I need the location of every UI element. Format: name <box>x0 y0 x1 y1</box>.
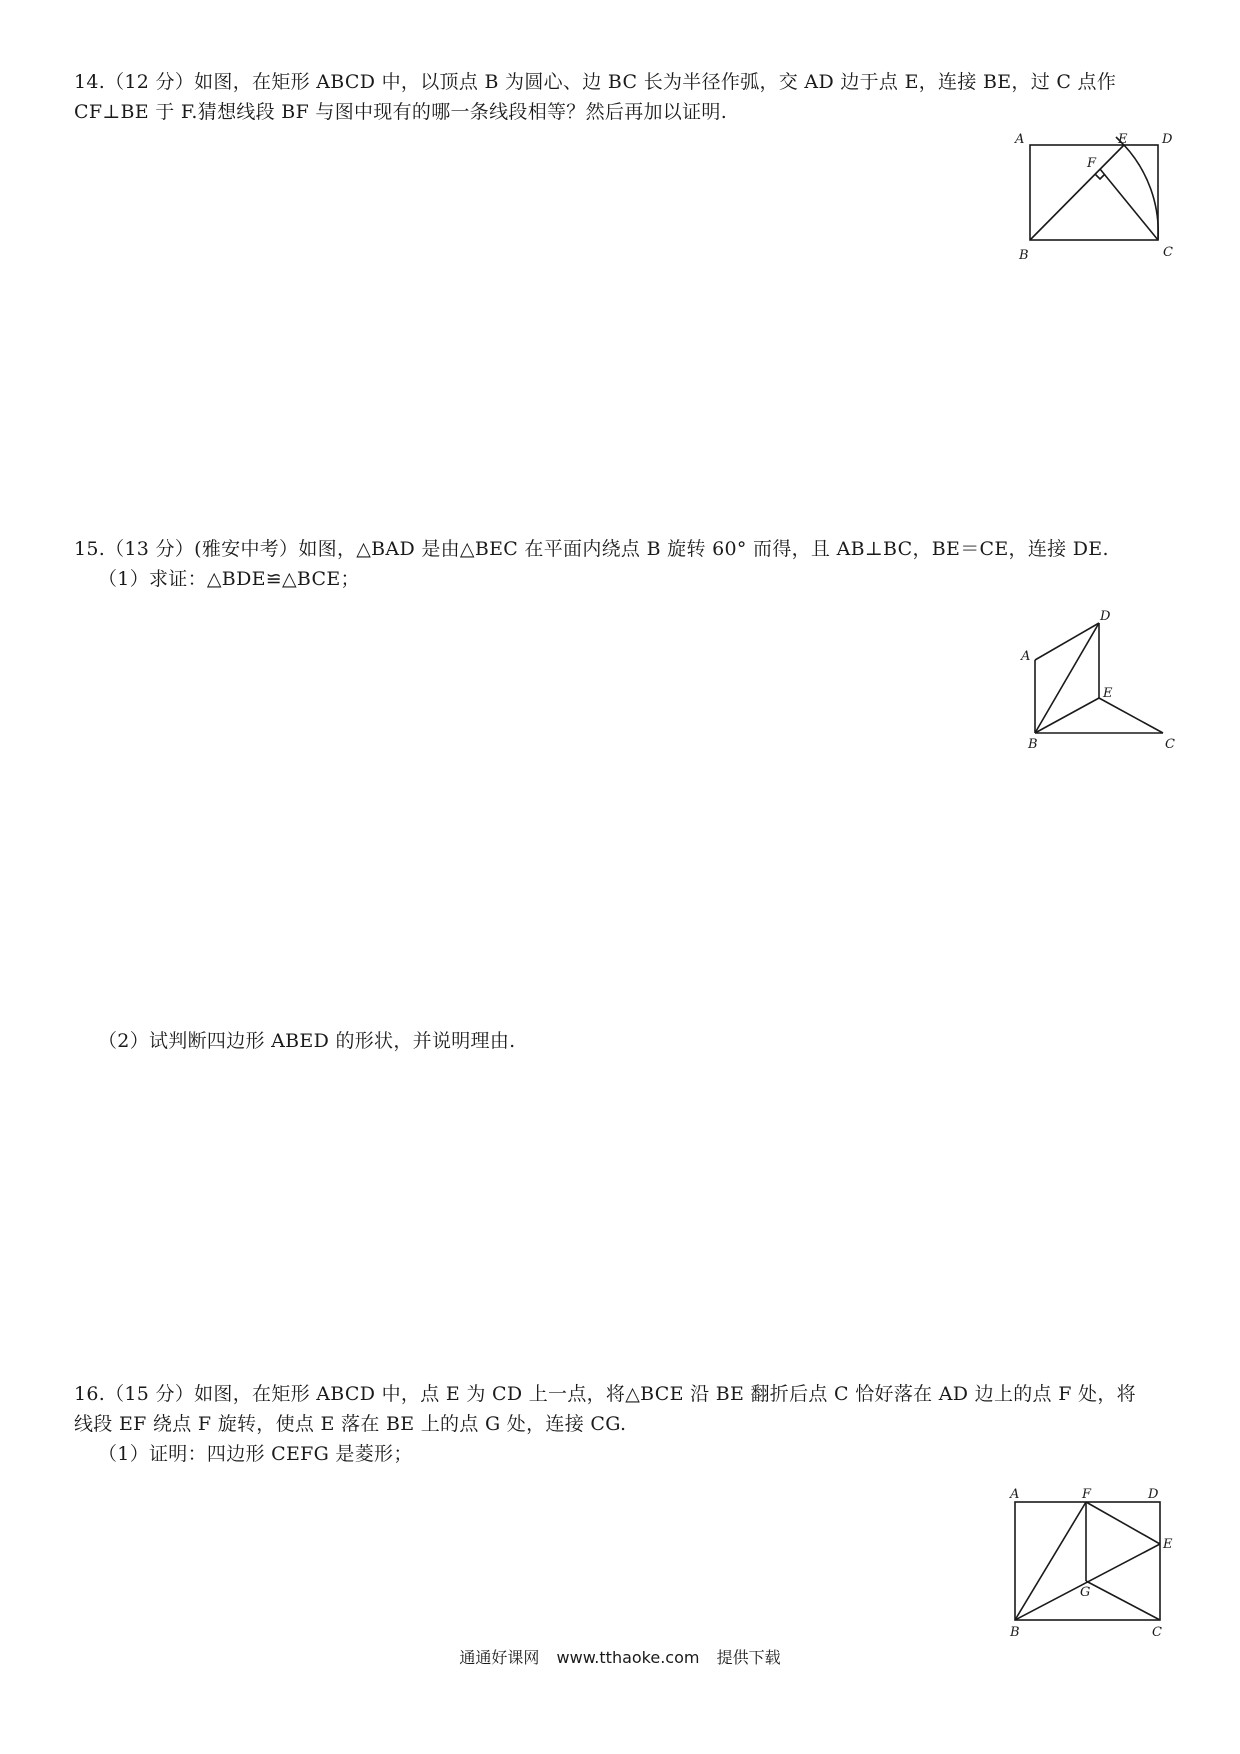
q16-figure <box>1000 1482 1180 1642</box>
q14-label-b: B <box>1019 248 1029 263</box>
q14-segment-cf <box>1100 169 1158 240</box>
q15-segment-bd <box>1035 623 1099 733</box>
q15-segment-ec <box>1099 698 1163 733</box>
q14-right-angle-mark <box>1095 174 1105 179</box>
q15-label-d: D <box>1100 609 1111 624</box>
footer-site-name: 通通好课网 <box>459 1648 540 1667</box>
page-footer <box>0 1645 1240 1668</box>
q14-label-c: C <box>1163 245 1173 260</box>
q15-label-a: A <box>1021 649 1031 664</box>
q15-text-line1: 15.（13 分）(雅安中考）如图，△BAD 是由△BEC 在平面内绕点 B 旋转 60° 而得，且 AB⊥BC，BE＝CE，连接 DE. <box>74 538 1109 560</box>
q15-label-b: B <box>1028 737 1038 752</box>
q16-label-a: A <box>1010 1487 1020 1502</box>
q14-text-line2: CF⊥BE 于 F.猜想线段 BF 与图中现有的哪一条线段相等？然后再加以证明. <box>74 101 728 123</box>
q14-label-f: F <box>1087 156 1097 171</box>
q15-part2: （2）试判断四边形 ABED 的形状，并说明理由. <box>98 1030 516 1052</box>
q16-rectangle-abcd <box>1015 1502 1160 1620</box>
q14-segment-be <box>1030 145 1124 240</box>
q14-arc <box>1116 137 1158 240</box>
q16-label-c: C <box>1152 1625 1162 1640</box>
q15-label-c: C <box>1165 737 1175 752</box>
q14-label-a: A <box>1015 132 1025 147</box>
q16-label-b: B <box>1010 1625 1020 1640</box>
q16-segment-gc <box>1086 1581 1160 1620</box>
q15-part1: （1）求证：△BDE≌△BCE； <box>98 568 360 590</box>
q14-label-d: D <box>1162 132 1173 147</box>
q16-segment-bf <box>1015 1502 1086 1620</box>
q16-label-f: F <box>1082 1487 1092 1502</box>
q14-figure <box>1015 125 1180 265</box>
footer-url: www.tthaoke.com <box>556 1648 700 1667</box>
footer-suffix: 提供下载 <box>716 1648 781 1667</box>
q15-segment-ad <box>1035 623 1099 660</box>
q16-label-e: E <box>1163 1537 1173 1552</box>
q14-label-e: E <box>1118 132 1128 147</box>
q16-text-line1: 16.（15 分）如图，在矩形 ABCD 中，点 E 为 CD 上一点，将△BCE 沿 BE 翻折后点 C 恰好落在 AD 边上的点 F 处，将 <box>74 1383 1136 1405</box>
q16-segment-fe <box>1086 1502 1160 1544</box>
q16-label-g: G <box>1080 1585 1091 1600</box>
q14-text-line1: 14.（12 分）如图，在矩形 ABCD 中，以顶点 B 为圆心、边 BC 长为半径作弧，交 AD 边于点 E，连接 BE，过 C 点作 <box>74 71 1117 93</box>
q15-label-e: E <box>1103 686 1113 701</box>
q16-label-d: D <box>1148 1487 1159 1502</box>
q15-figure <box>1015 605 1180 750</box>
q16-text-line2: 线段 EF 绕点 F 旋转，使点 E 落在 BE 上的点 G 处，连接 CG. <box>74 1413 627 1435</box>
q16-part1: （1）证明：四边形 CEFG 是菱形； <box>98 1443 413 1465</box>
